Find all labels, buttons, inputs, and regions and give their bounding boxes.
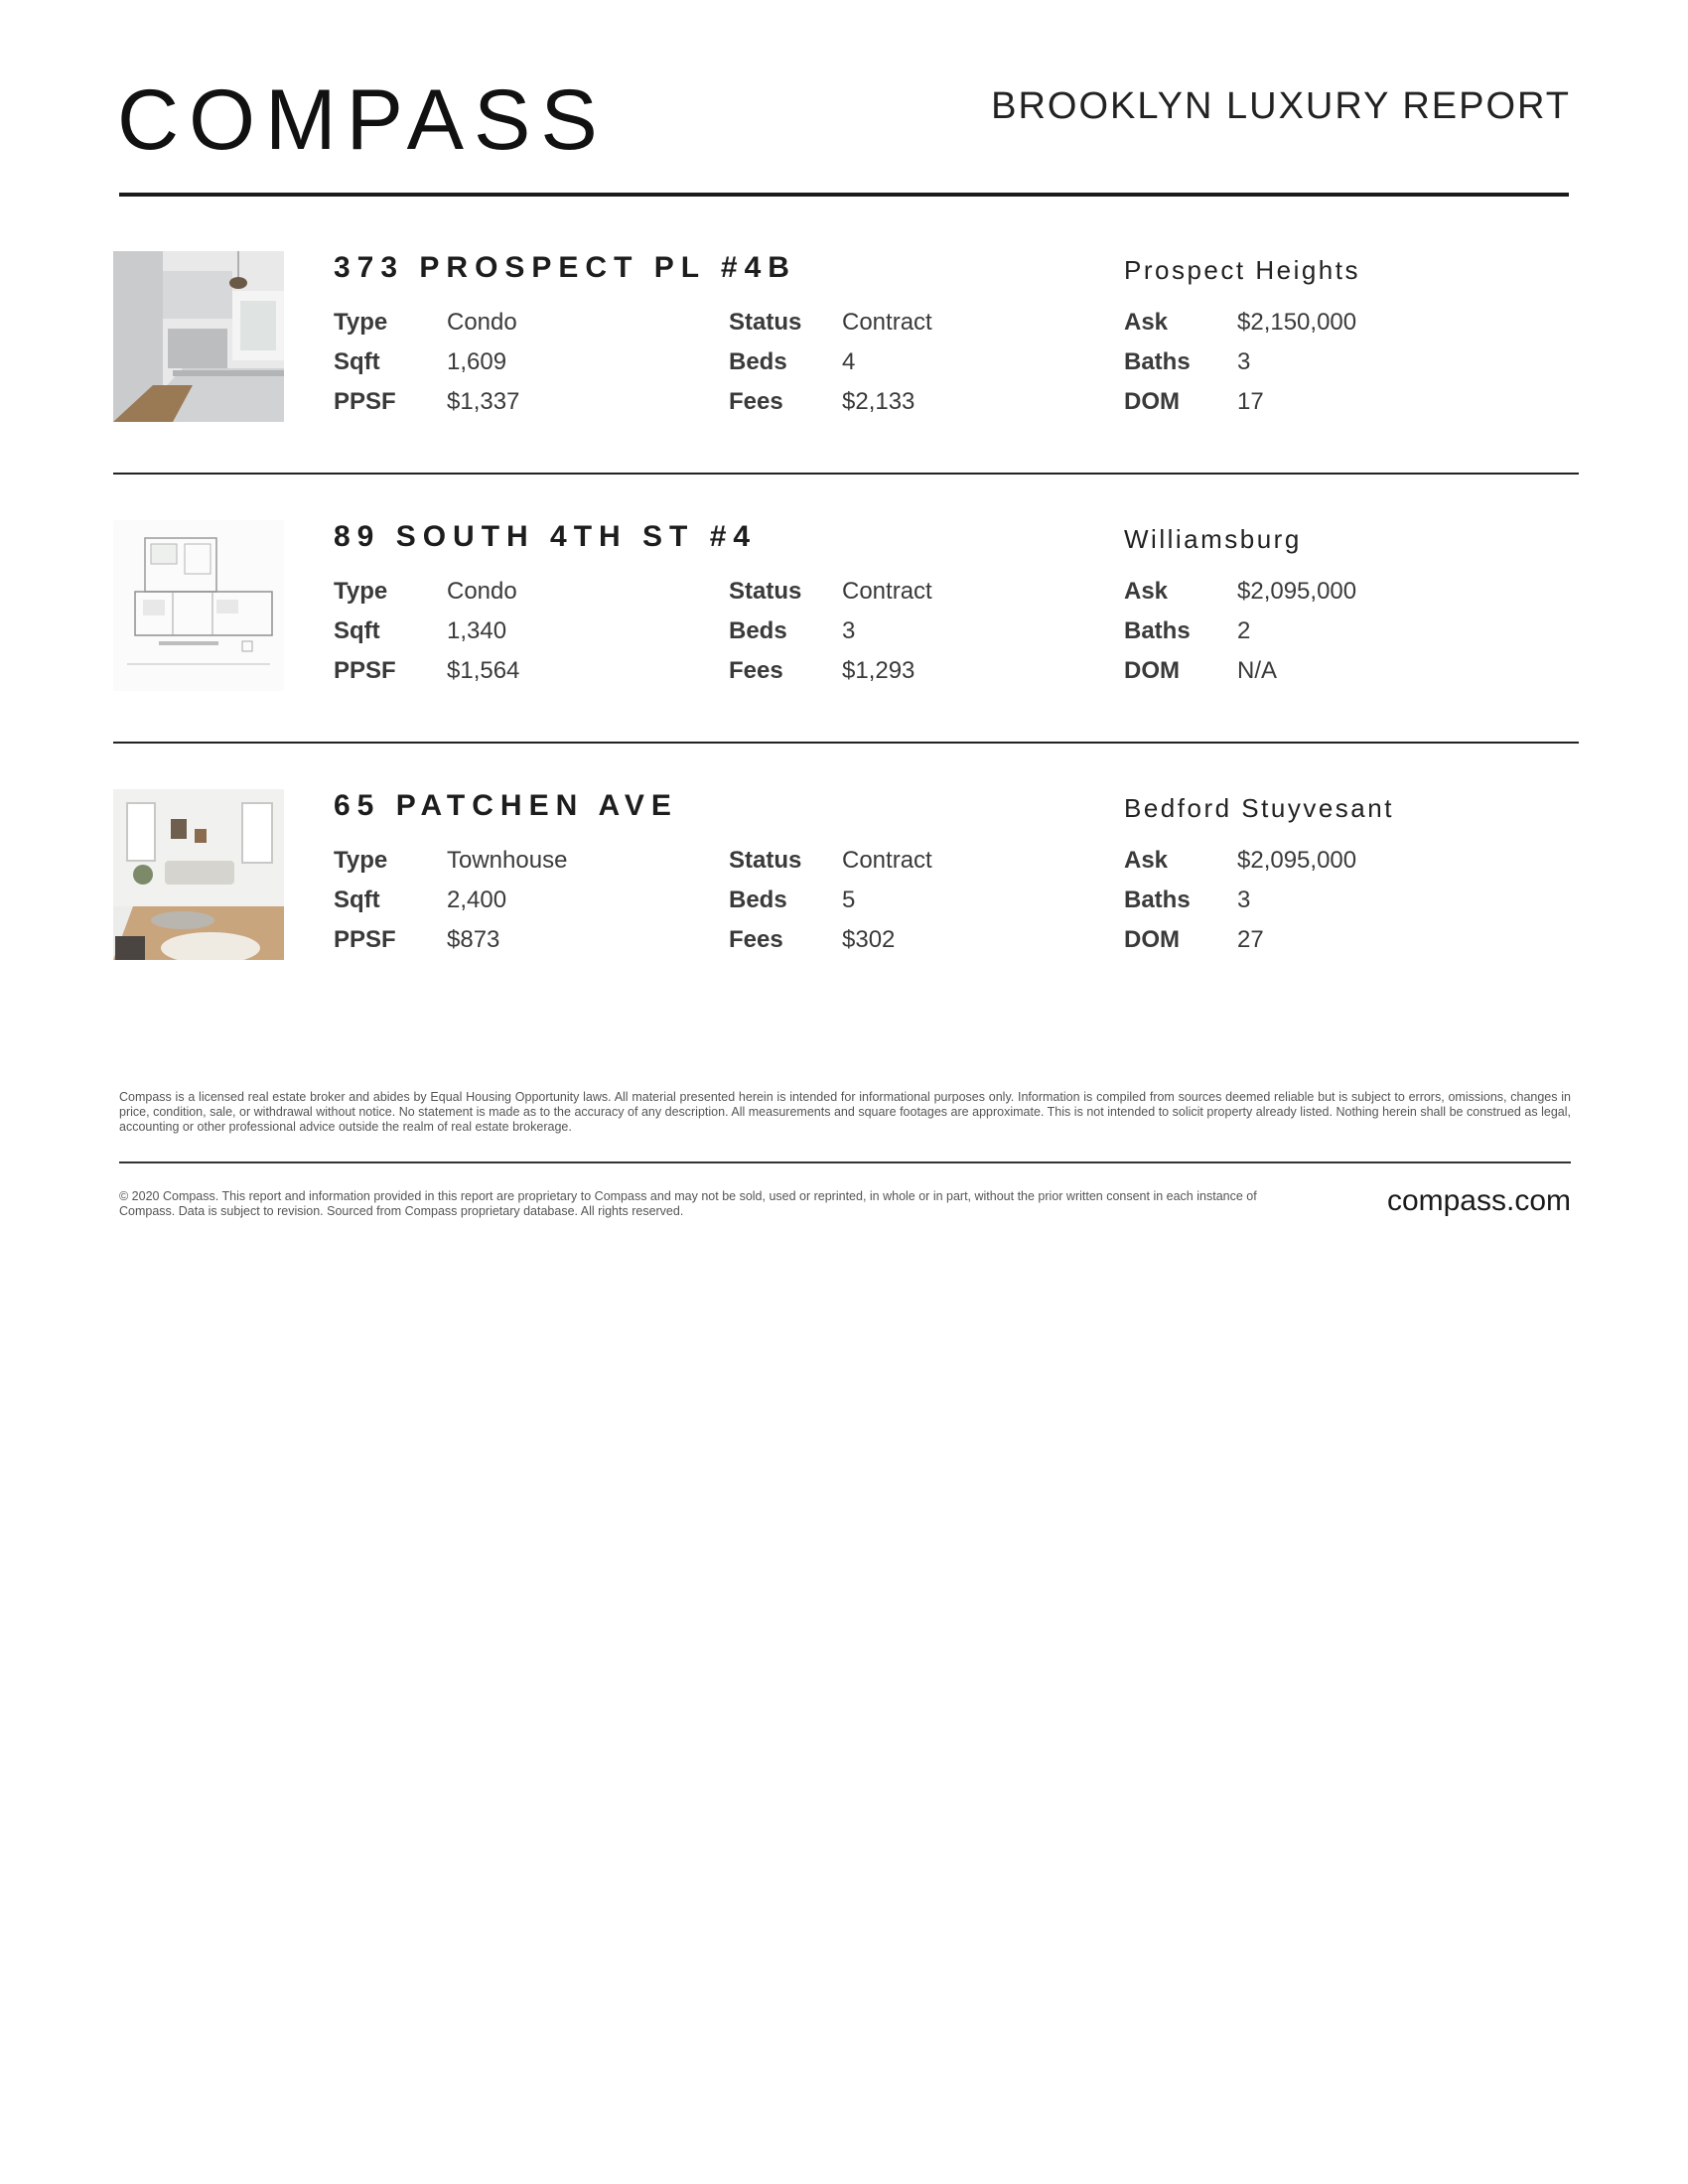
listing-neighborhood: Bedford Stuyvesant xyxy=(1124,793,1394,823)
ask-label: Ask xyxy=(1124,847,1169,874)
details-column xyxy=(729,303,932,422)
status-value: Contract xyxy=(842,847,932,874)
sqft-label: Sqft xyxy=(334,348,380,375)
dom-value: N/A xyxy=(1237,657,1278,684)
footer-divider xyxy=(119,1161,1571,1163)
dom-label: DOM xyxy=(1124,926,1180,953)
ask-label: Ask xyxy=(1124,309,1169,336)
living-room-photo xyxy=(113,789,284,960)
type-value: Condo xyxy=(447,309,517,336)
listing-address: 89 SOUTH 4TH ST #4 xyxy=(334,520,758,553)
details-column xyxy=(729,572,932,691)
compass-logo xyxy=(117,72,608,168)
type-label: Type xyxy=(334,578,388,605)
beds-label: Beds xyxy=(729,348,787,375)
status-value: Contract xyxy=(842,578,932,605)
listing-address: 373 PROSPECT PL #4B xyxy=(334,251,796,284)
ppsf-value: $1,337 xyxy=(447,388,520,415)
listing-divider xyxy=(113,473,1579,475)
fees-label: Fees xyxy=(729,926,783,953)
copyright-notice: © 2020 Compass. This report and information provided in this report are proprietary to Compass and may not be sold, used or reprinted, in whole or in part, without the prior written consent in each instance of Compass. Data is subject to revision. Sourced from Compass proprietary database. All rights reserved. xyxy=(119,1189,1257,1218)
listing-address: 65 PATCHEN AVE xyxy=(334,789,678,822)
listing-card xyxy=(113,520,1579,709)
status-label: Status xyxy=(729,847,802,874)
baths-value: 3 xyxy=(1237,887,1251,913)
beds-value: 5 xyxy=(842,887,856,913)
baths-label: Baths xyxy=(1124,887,1191,913)
listing-card xyxy=(113,251,1579,440)
report-title: BROOKLYN LUXURY REPORT xyxy=(991,85,1571,127)
details-column xyxy=(334,572,519,691)
listing-card xyxy=(113,789,1579,978)
ppsf-label: PPSF xyxy=(334,388,396,415)
ask-label: Ask xyxy=(1124,578,1169,605)
dom-value: 27 xyxy=(1237,926,1264,953)
details-column xyxy=(1124,303,1356,422)
ppsf-label: PPSF xyxy=(334,926,396,953)
sqft-value: 2,400 xyxy=(447,887,507,913)
status-value: Contract xyxy=(842,309,932,336)
listing-neighborhood: Prospect Heights xyxy=(1124,255,1360,285)
website-link[interactable]: compass.com xyxy=(1386,1184,1571,1217)
sqft-value: 1,340 xyxy=(447,617,507,644)
listing-neighborhood: Williamsburg xyxy=(1124,524,1302,554)
ppsf-value: $1,564 xyxy=(447,657,520,684)
ask-value: $2,150,000 xyxy=(1237,309,1357,336)
fees-label: Fees xyxy=(729,657,783,684)
type-label: Type xyxy=(334,309,388,336)
details-column xyxy=(334,303,519,422)
ask-value: $2,095,000 xyxy=(1237,847,1357,874)
details-column xyxy=(729,841,932,960)
beds-value: 4 xyxy=(842,348,856,375)
dom-label: DOM xyxy=(1124,657,1180,684)
fees-value: $1,293 xyxy=(842,657,915,684)
baths-label: Baths xyxy=(1124,617,1191,644)
legal-disclaimer: Compass is a licensed real estate broker and abides by Equal Housing Opportunity laws. All material presented herein is intended for informational purposes only. Information is compiled from sources deemed reliable but is subject to errors, omissions, changes in price, condition, sale, or withdrawal without notice. No statement is made as to the accuracy of any description. All measurements and square footages are approximate. This is not intended to solicit property already listed. Nothing herein shall be construed as legal, accounting or other professional advice outside the realm of real estate brokerage. xyxy=(119,1090,1571,1134)
logo-text: COMPASS xyxy=(117,72,608,168)
status-label: Status xyxy=(729,578,802,605)
dom-value: 17 xyxy=(1237,388,1264,415)
type-value: Condo xyxy=(447,578,517,605)
ask-value: $2,095,000 xyxy=(1237,578,1357,605)
baths-value: 2 xyxy=(1237,617,1251,644)
fees-value: $302 xyxy=(842,926,896,953)
baths-label: Baths xyxy=(1124,348,1191,375)
status-label: Status xyxy=(729,309,802,336)
details-column xyxy=(1124,572,1356,691)
header-divider xyxy=(119,193,1569,197)
dom-label: DOM xyxy=(1124,388,1180,415)
beds-value: 3 xyxy=(842,617,856,644)
fees-value: $2,133 xyxy=(842,388,915,415)
baths-value: 3 xyxy=(1237,348,1251,375)
sqft-value: 1,609 xyxy=(447,348,507,375)
floorplan-image xyxy=(113,520,284,691)
details-column xyxy=(1124,841,1356,960)
type-value: Townhouse xyxy=(447,847,568,874)
ppsf-value: $873 xyxy=(447,926,500,953)
listing-divider xyxy=(113,742,1579,744)
beds-label: Beds xyxy=(729,887,787,913)
details-column xyxy=(334,841,567,960)
beds-label: Beds xyxy=(729,617,787,644)
fees-label: Fees xyxy=(729,388,783,415)
sqft-label: Sqft xyxy=(334,887,380,913)
type-label: Type xyxy=(334,847,388,874)
ppsf-label: PPSF xyxy=(334,657,396,684)
kitchen-photo xyxy=(113,251,284,422)
sqft-label: Sqft xyxy=(334,617,380,644)
